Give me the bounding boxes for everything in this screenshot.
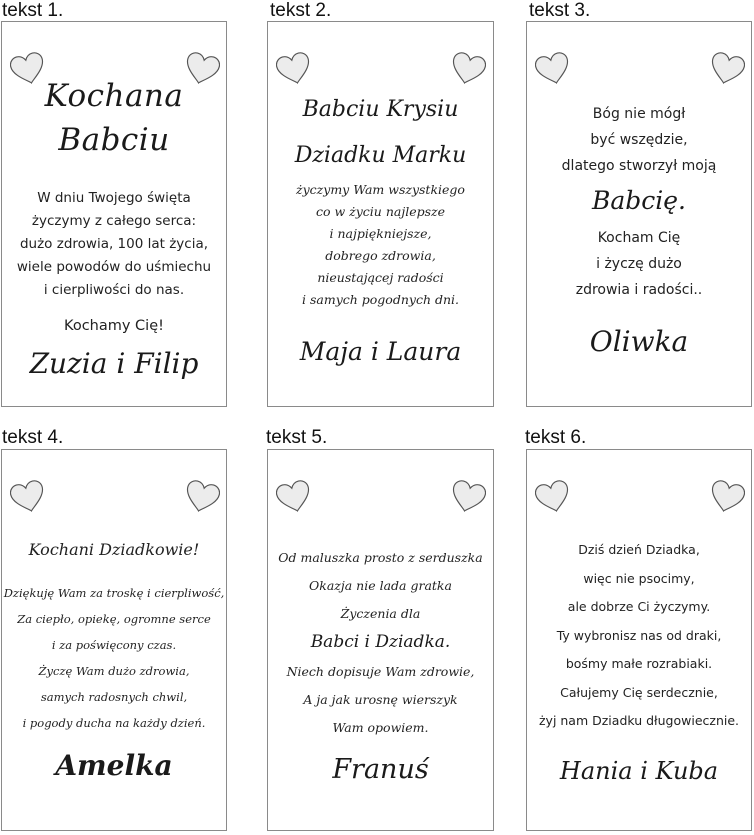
card-text-line: Od maluszka prosto z serduszka xyxy=(278,550,483,565)
card-signature: Hania i Kuba xyxy=(559,757,719,785)
card-signature: Maja i Laura xyxy=(299,337,462,366)
card-text-line: i za poświęcony czas. xyxy=(51,638,177,652)
card-tekst-2 xyxy=(267,21,494,407)
card-text-line: dużo zdrowia, 100 lat życia, xyxy=(19,236,209,252)
card-text-line: Za ciepło, opiekę, ogromne serce xyxy=(17,612,211,626)
heart-icon xyxy=(535,52,571,86)
card-text-line: dobrego zdrowia, xyxy=(325,248,436,263)
card-title-line: Babciu xyxy=(58,122,170,158)
card-text-line: Ty wybronisz nas od draki, xyxy=(556,627,722,643)
label-tekst-2: tekst 2. xyxy=(270,0,332,21)
card-text-line: Wam opowiem. xyxy=(332,720,429,735)
card-text-line: nieustającej radości xyxy=(317,270,444,285)
heart-icon xyxy=(709,52,745,86)
card-tekst-5 xyxy=(267,449,494,831)
card-text-line: Życzę Wam dużo zdrowia, xyxy=(38,664,190,678)
heart-icon xyxy=(450,480,486,514)
card-text-line: i samych pogodnych dni. xyxy=(302,292,459,307)
card-title-line: Dziadku Marku xyxy=(294,143,467,168)
card-text-line: A ja jak urosnę wierszyk xyxy=(303,692,458,707)
card-tekst-1 xyxy=(1,21,227,407)
card-text-line: Kocham Cię xyxy=(597,230,681,246)
card-text-line: Bóg nie mógł xyxy=(592,106,686,122)
card-signature: Amelka xyxy=(55,749,173,782)
heart-icon xyxy=(184,480,220,514)
card-text-line: co w życiu najlepsze xyxy=(315,204,446,219)
card-text-line: dlatego stworzył moją xyxy=(561,158,717,174)
card-highlight: Babci i Dziadka. xyxy=(310,632,451,652)
heart-icon xyxy=(709,480,745,514)
card-text-line: Życzenia dla xyxy=(340,606,421,621)
heart-icon xyxy=(535,480,571,514)
heart-icon xyxy=(276,52,312,86)
card-text-line: i pogody ducha na każdy dzień. xyxy=(22,716,206,730)
card-tekst-4 xyxy=(1,449,227,831)
card-text-line: Dziękuję Wam za troskę i cierpliwość, xyxy=(3,586,225,600)
card-title-line: Babciu Krysiu xyxy=(302,97,459,122)
card-text-line: życzymy z całego serca: xyxy=(31,213,197,229)
card-text-line: żyj nam Dziadku długowiecznie. xyxy=(538,713,739,728)
label-tekst-4: tekst 4. xyxy=(2,427,64,448)
card-text-line: zdrowia i radości.. xyxy=(575,282,703,298)
card-title-line: Kochana xyxy=(44,78,184,114)
card-text-line: Okazja nie lada gratka xyxy=(309,578,452,593)
card-text-line: ale dobrze Ci życzymy. xyxy=(567,599,711,614)
heart-icon xyxy=(276,480,312,514)
heart-icon xyxy=(450,52,486,86)
card-text-line: i życzę dużo xyxy=(596,256,682,272)
heart-icon xyxy=(10,480,46,514)
card-text-line: i najpiękniejsze, xyxy=(329,226,432,241)
card-signature: Oliwka xyxy=(589,325,689,358)
card-text-line: Niech dopisuje Wam zdrowie, xyxy=(286,664,475,679)
card-text-line: być wszędzie, xyxy=(590,132,688,148)
card-signature: Zuzia i Filip xyxy=(29,347,199,380)
card-text-line: Dziś dzień Dziadka, xyxy=(578,542,700,557)
card-closing: Kochamy Cię! xyxy=(64,318,164,334)
card-text-line: więc nie psocimy, xyxy=(583,570,695,586)
card-text-line: i cierpliwości do nas. xyxy=(43,282,185,298)
card-text-line: bośmy małe rozrabiaki. xyxy=(565,656,713,671)
card-tekst-6 xyxy=(526,449,752,831)
card-text-line: samych radosnych chwil, xyxy=(40,690,188,704)
card-highlight: Babcię. xyxy=(591,186,687,215)
card-text-line: Całujemy Cię serdecznie, xyxy=(560,684,718,700)
card-text-line: życzymy Wam wszystkiego xyxy=(296,182,465,197)
card-text-line: wiele powodów do uśmiechu xyxy=(16,259,212,275)
label-tekst-1: tekst 1. xyxy=(2,0,64,21)
label-tekst-5: tekst 5. xyxy=(266,427,328,448)
card-text-line: W dniu Twojego święta xyxy=(37,190,191,206)
card-title: Kochani Dziadkowie! xyxy=(28,540,200,559)
label-tekst-6: tekst 6. xyxy=(525,427,587,448)
card-signature: Franuś xyxy=(332,754,429,785)
card-tekst-3 xyxy=(526,21,752,407)
label-tekst-3: tekst 3. xyxy=(529,0,591,21)
